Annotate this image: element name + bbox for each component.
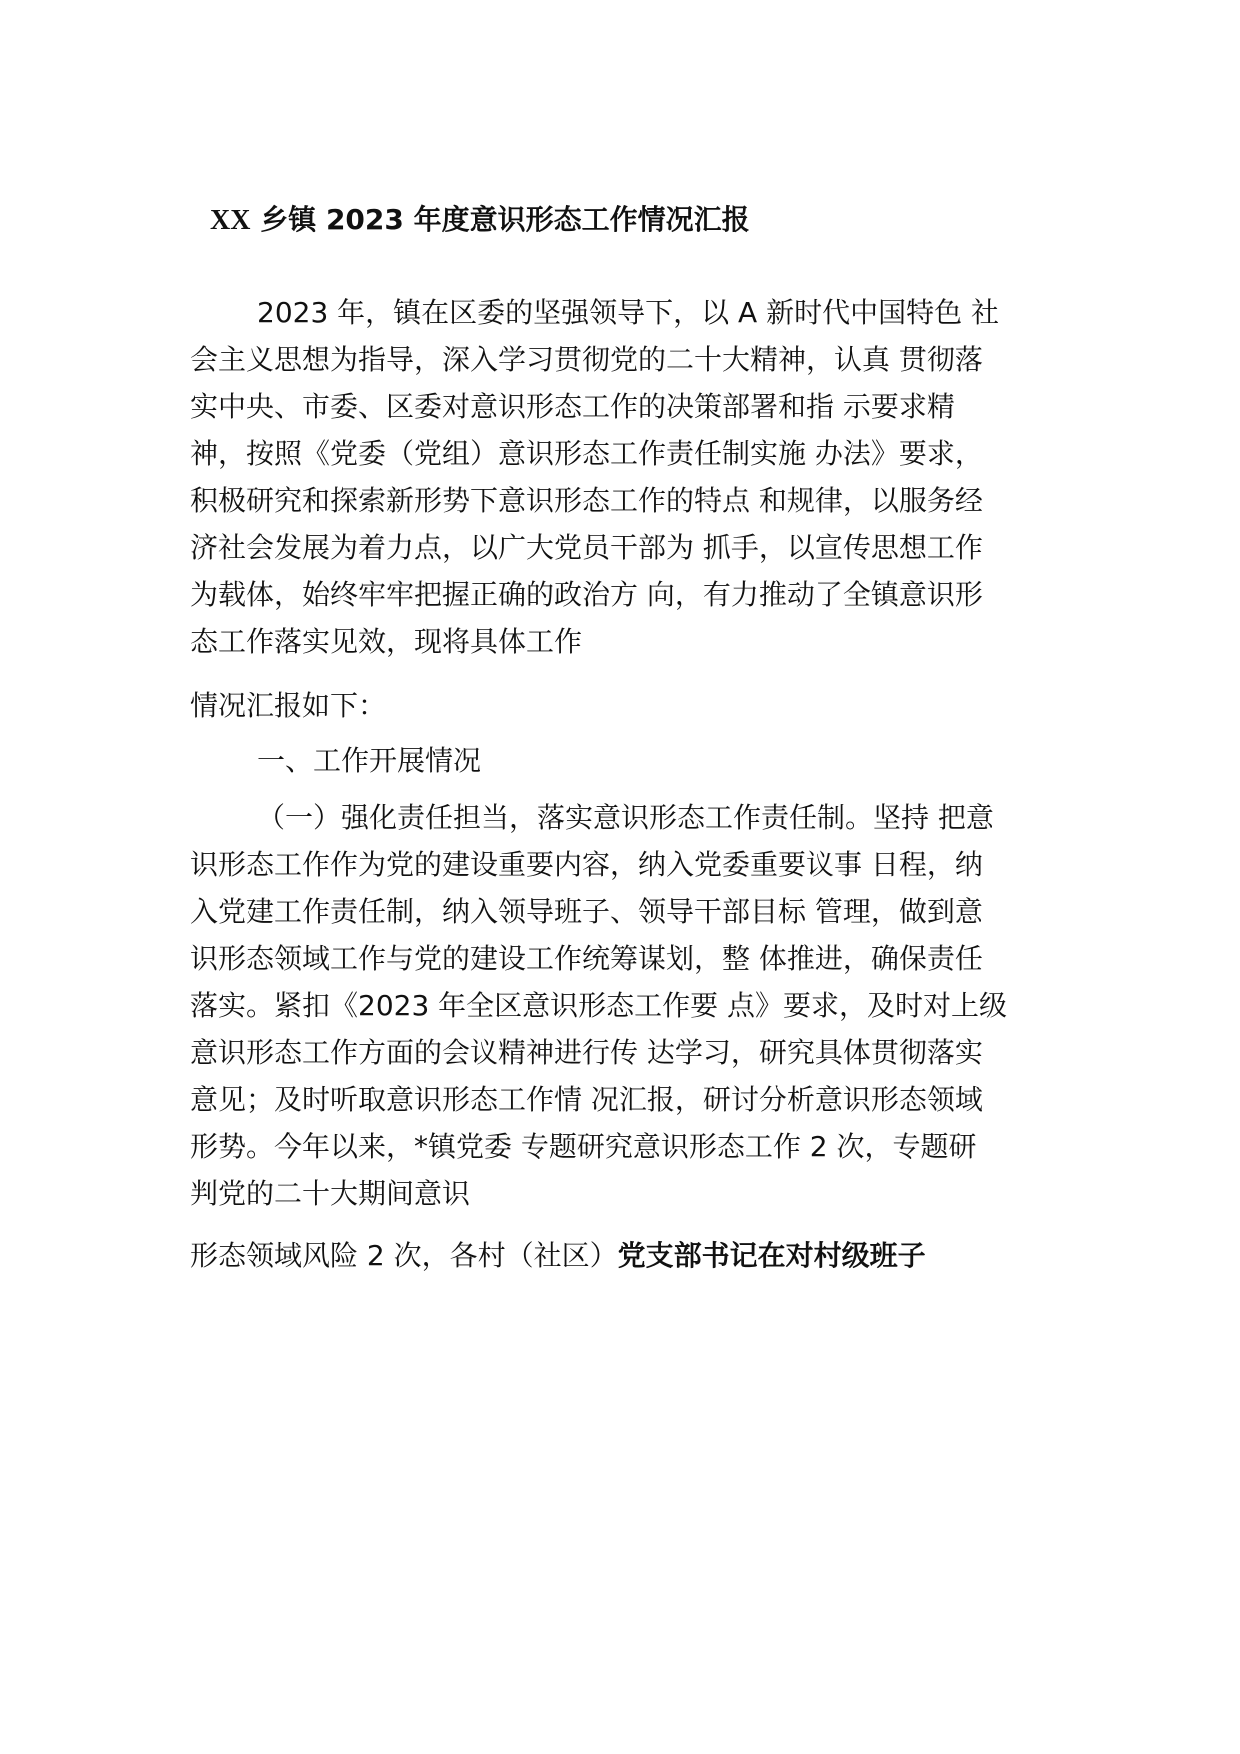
paragraph-line: 识形态工作作为党的建设重要内容，纳入党委重要议事 日程，纳 — [190, 848, 983, 881]
paragraph-line: 实中央、市委、区委对意识形态工作的决策部署和指 示要求精 — [190, 390, 955, 423]
title-prefix: XX — [210, 205, 251, 236]
paragraph-line: 意识形态工作方面的会议精神进行传 达学习，研究具体贯彻落实 — [190, 1036, 983, 1069]
text-normal: 形态领域风险 2 次，各村（社区） — [190, 1239, 618, 1272]
paragraph-line: 情况汇报如下： — [190, 689, 387, 722]
text-bold: 党支部书记在对村级班子 — [617, 1239, 926, 1272]
document-title — [210, 200, 1110, 241]
section-heading: 一、工作开展情况 — [257, 744, 482, 777]
paragraph-line: 济社会发展为着力点，以广大党员干部为 抓手，以宣传思想工作 — [190, 531, 983, 564]
paragraph-line: 识形态领域工作与党的建设工作统筹谋划，整 体推进，确保责任 — [190, 942, 983, 975]
paragraph-line: 2023 年，镇在区委的坚强领导下，以 A 新时代中国特色 社 — [257, 296, 1000, 329]
paragraph-line: 落实。紧扣《2023 年全区意识形态工作要 点》要求，及时对上级 — [190, 989, 1008, 1022]
paragraph-line: 会主义思想为指导，深入学习贯彻党的二十大精神，认真 贯彻落 — [190, 343, 983, 376]
paragraph-line: 为载体，始终牢牢把握正确的政治方 向，有力推动了全镇意识形 — [190, 578, 983, 611]
title-text: 乡镇 2023 年度意识形态工作情况汇报 — [250, 203, 750, 236]
paragraph-line: 态工作落实见效，现将具体工作 — [190, 625, 583, 658]
paragraph-line: 判党的二十大期间意识 — [190, 1177, 471, 1210]
paragraph-line: 形势。今年以来，*镇党委 专题研究意识形态工作 2 次，专题研 — [190, 1130, 977, 1163]
paragraph-line: 神，按照《党委（党组）意识形态工作责任制实施 办法》要求， — [190, 437, 983, 470]
paragraph-line: 意见；及时听取意识形态工作情 况汇报，研讨分析意识形态领域 — [190, 1083, 983, 1116]
paragraph-line: 积极研究和探索新形势下意识形态工作的特点 和规律，以服务经 — [190, 484, 983, 517]
paragraph-line: 入党建工作责任制，纳入领导班子、领导干部目标 管理，做到意 — [190, 895, 983, 928]
paragraph-line: （一）强化责任担当，落实意识形态工作责任制。坚持 把意 — [257, 801, 994, 834]
paragraph-line-last — [190, 1236, 926, 1276]
